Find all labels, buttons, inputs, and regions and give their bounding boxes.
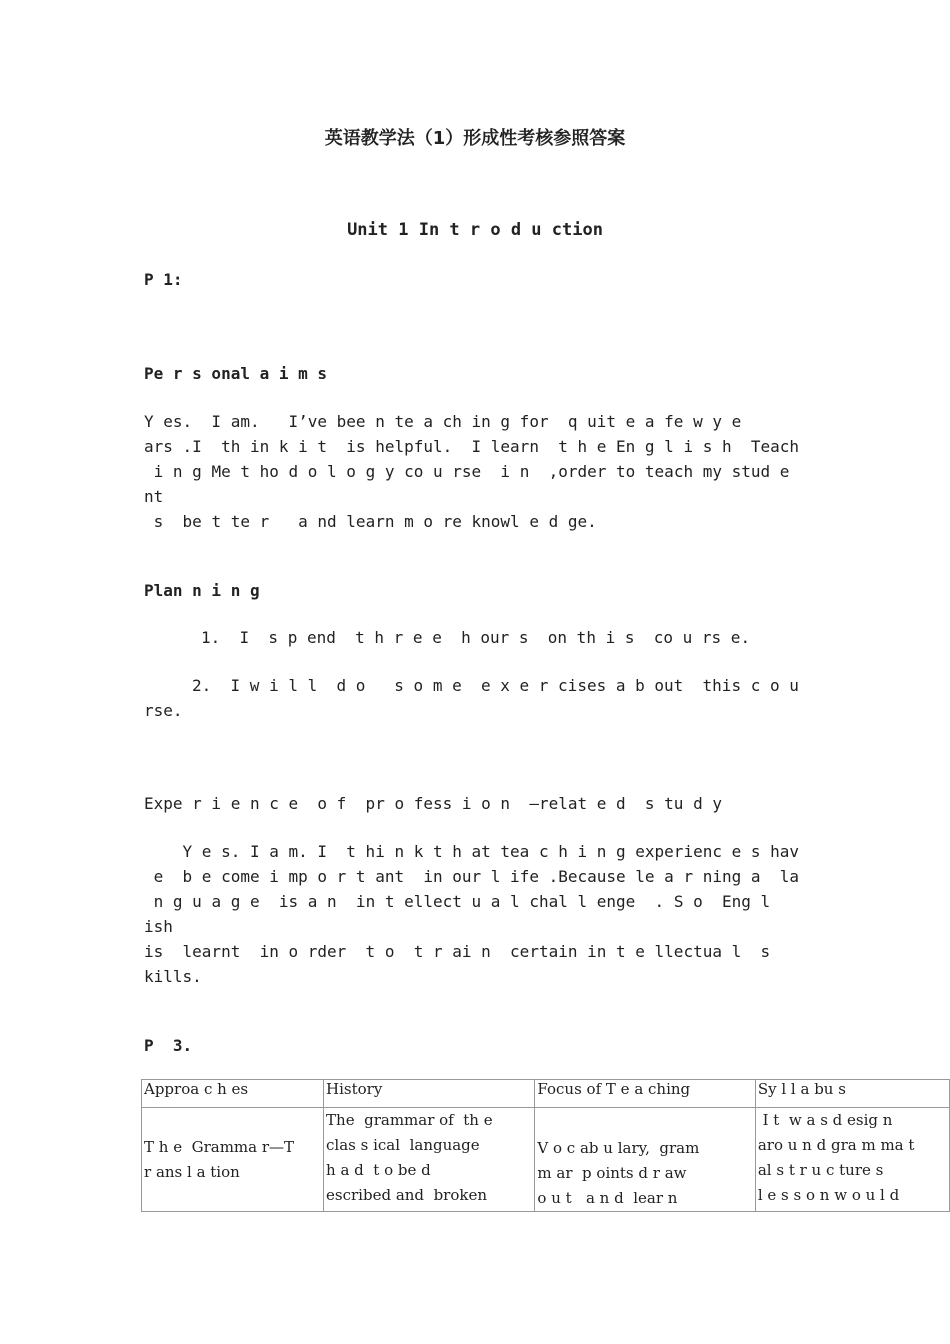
personal-aims-text: Y es. I am. I’ve bee n te a ch in g for q uit e a fe w y e ars .I th in k i t is helpful. I learn t h e En g l i s h Teach i n g Me t ho d o l o g y co u rse i n ,order to teach my stud e nt s be t te r a nd learn m o re knowl e d ge. (144, 412, 800, 531)
table-cell-approach: T h e Gramma r—T r ans l a tion (142, 1108, 324, 1212)
approaches-table-grid (141, 1079, 950, 1212)
experience-text: Y e s. I a m. I t hi n k t h at tea c h i n g experienc e s hav e b e come i mp o r t ant in our l ife .Because le a r ning a la n g u a g e is a n in t ellect u a l chal l enge . S o Eng l ish is learnt in o rder t o t r ai n certain in t e llectua l s kills. (144, 842, 800, 986)
table-header-syllabus: Sy l l a bu s (755, 1080, 949, 1108)
p3-label: P 3. (144, 1036, 193, 1055)
table-cell-focus: V o c ab u lary, gram m ar p oints d r aw o u t a n d lear n (535, 1108, 755, 1212)
table-cell-history: The grammar of th e clas s ical language h a d t o be d escribed and broken (324, 1108, 535, 1212)
unit-heading: Unit 1 In t r o d u ction (347, 220, 603, 240)
table-header-history: History (324, 1080, 535, 1108)
experience-heading: Expe r i e n c e o f pr o fess i o n –relat e d s tu d y (144, 794, 722, 813)
document-title: 英语教学法（1）形成性考核参照答案 (324, 128, 626, 149)
personal-aims-heading: Pe r s onal a i m s (144, 364, 328, 383)
table-header-approaches: Approa c h es (142, 1080, 324, 1108)
planning-item-1: 1. I s p end t h r e e h our s on th i s co u rs e. (201, 628, 751, 647)
table-cell-syllabus: I t w a s d esig n aro u n d gra m ma t al s t r u c ture s l e s s o n w o u l d (755, 1108, 949, 1212)
approaches-table (141, 1079, 950, 1219)
table-row (142, 1108, 950, 1212)
planning-heading: Plan n i n g (144, 581, 260, 600)
table-header-row (142, 1080, 950, 1108)
table-header-focus: Focus of T e a ching (535, 1080, 755, 1108)
p1-label: P 1: (144, 270, 183, 289)
planning-item-2: 2. I w i l l d o s o m e e x e r cises a b out this c o u rse. (144, 676, 799, 720)
